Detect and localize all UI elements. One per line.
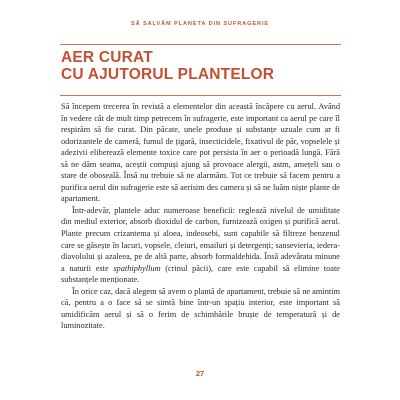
paragraph-2 — [61, 205, 340, 286]
chapter-title-line-2: CU AJUTORUL PLANTELOR — [61, 65, 275, 83]
paragraph-2-text-before: Într-adevăr, plantele aduc numeroase beneficii: reglează nivelul de umiditate din mediul exterior, absorb dioxidul de carbon, furnizează oxigen și purifică aerul. Plante precum crizantema și aloea, indeosebi, sunt capabile să filtreze benzenul care se găsește în lacuri, vopsele, cleiuri, emailuri și detergenți; sansevieria, iedera-diavolului și azaleea, pe de altă parte, absorb formaldehida. Însă adevărata minune a naturii este — [61, 205, 340, 273]
chapter-title — [61, 50, 274, 83]
running-head: SĂ SALVĂM PLANETA DIN SUFRAGERIE — [130, 21, 270, 27]
paragraph-2-text-after: (crinul păcii), care este capabil să elimine toate substanțele menționate. — [61, 263, 340, 285]
title-rule-bottom — [60, 95, 341, 96]
plant-name-emphasis: spathiphyllum — [113, 263, 161, 273]
chapter-title-line-1: AER CURAT — [61, 49, 153, 66]
paragraph-1: Să începem trecerea în revistă a elementelor din această încăpere cu aerul. Având în vedere cât de mult timp petrecem în sufragerie, este important ca aerul pe care îl respirăm să fie curat. Din păcate, unele produse și substanțe uzuale cum ar fi odorizantele de cameră, fumul de țigară, insecticidele, fixativul de păr, vopselele și adezivii eliberează elemente toxice care pot persista în aer o perioadă lungă. Fără să ne dăm seama, aceștii compuși ajung să provoace alergii, astm, amețeli sau o stare de oboseală. Însă nu trebuie să ne alarmăm. Tot ce trebuie să facem pentru a purifica aerul din sufragerie este să aerisim des camera și să ne luăm niște plante de apartament. — [61, 102, 340, 204]
page-number: 27 — [195, 369, 205, 378]
paragraph-3: În orice caz, dacă alegem să avem o plantă de apartament, trebuie să ne amintim că, pentru a o face să se simtă bine într-un spațiu interior, este important să umidificăm aerul și să o ferim de schimbările bruște de temperatură și de luminozitate. — [61, 286, 340, 331]
title-rule-top — [60, 44, 341, 45]
body-text — [61, 101, 340, 332]
